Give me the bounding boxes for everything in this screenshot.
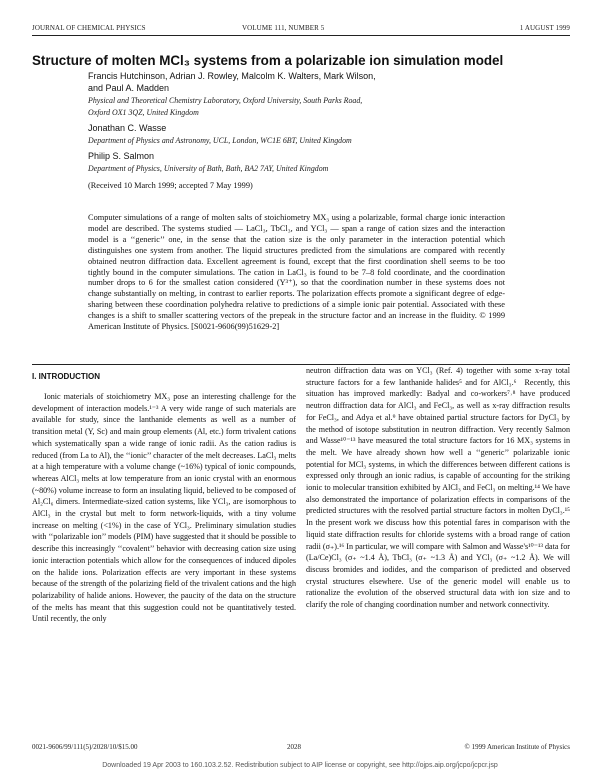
abstract: Computer simulations of a range of molten salts of stoichiometry MX₃ using a polarizable, formal charge ionic interaction model are described. The systems studied — LaCl₃, TbCl₃, and YCl₃ — span a range of cation sizes and the interaction model is a ‘‘generic’’ one, in the sense that the cation size is the only parameter in the interaction potential which distinguishes one system from another. The liquid structures predicted from the simulations are compared with recently obtained neutron diffraction data. Excellent agreement is found, except that the first coordination shell seems to be too tightly bound in the computer simulations. The cation in LaCl₃ is found to be 7–8 fold coordinate, and the coordination number drops to 6 for the smallest cation considered (Y³⁺), so that the coordination number in these systems does not change substantially on melting, in contrast to earlier reports. The polarization effects promote a significant degree of edge-sharing between these coordination polyhedra relative to predictions of a simple ionic pair potential. Associated with these changes is a shift to smaller scattering vectors of the prepeak in the structure factor and an increase in the fluidity. © 1999 American Institute of Physics. [S0021-9606(99)51629-2] <box>88 213 505 332</box>
issue-date: 1 AUGUST 1999 <box>519 24 570 32</box>
footer-issn: 0021-9606/99/111(5)/2028/10/$15.00 <box>32 743 138 751</box>
authors-group-2: Jonathan C. Wasse <box>88 123 167 133</box>
paper-title: Structure of molten MCl₃ systems from a polarizable ion simulation model <box>32 53 504 68</box>
affiliation-1: Physical and Theoretical Chemistry Laboratory, Oxford University, South Parks Road, <box>88 96 363 105</box>
affiliation-2: Department of Physics and Astronomy, UCL, London, WC1E 6BT, United Kingdom <box>88 136 352 145</box>
journal-name: JOURNAL OF CHEMICAL PHYSICS <box>32 24 146 32</box>
body-column-left: Ionic materials of stoichiometry MX₃ pose an interesting challenge for the development of interaction models.¹⁻³ A very wide range of such materials are available for study, since the lanthanide elements as well as a number of transition metal (Y, Sc) and main group elements (Al, etc.) form trivalent cations which systematically span a wide range of ionic radii. As the cation radius is reduced (from La to Al), the ‘‘ionic’’ character of the melt decreases. LaCl₃ melts at a high temperature with a volume change (~16%) typical of ionic compounds, whereas AlCl₃ melts at low temperature from an ionic crystal with an enormous (~80%) volume increase to form an insulating liquid, believed to be composed of Al₂Cl₆ dimers. Intermediate-sized cation systems, like YCl₃, are isomorphous to AlCl₃ in the crystal but melt to form network-liquids, with a tiny volume increase on melting (<1%) in the case of YCl₃. Preliminary simulation studies with ‘‘polarizable ion’’ models (PIM) have suggested that it should be possible to describe this increasingly ‘‘covalent’’ behavior with decreasing cation size using ionic interaction potentials which allow for the consequences of induced dipoles on the halide ions. Polarization effects are very important in these systems because of the strength of the polarizing field of the trivalent cations and the high polarizability of halide anions. However, the paucity of the data on the structure of the melts has meant that this suggestion could not be quantitatively tested. Until recently, the only <box>32 392 296 624</box>
body-column-right: neutron diffraction data was on YCl₃ (Ref. 4) together with some x-ray total structure factors for a few lanthanide halides⁵ and for AlCl₃.⁶ Recently, this situation has improved markedly: Badyal and co-workers⁷˒⁸ have produced neutron diffraction data for AlCl₃ and FeCl₃, as well as x-ray diffraction results for FeCl₃, and Adya et al.⁹ have obtained partial structure factors for DyCl₃ by the method of isotope substitution in neutron diffraction. Very recently Salmon and Wasse¹⁰⁻¹³ have measured the total structure factors for 16 MX₃ systems in the melt. We have already shown how well a ‘‘generic’’ polarizable ionic potential for MCl₃ systems, in which the differences between different cations is expressed only through an ionic radius, is capable of accounting for the striking ionic to molecular transition exhibited by AlCl₃ and FeCl₃ on melting.¹⁴ We have also demonstrated the importance of polarization effects in comparisons of the predicted structures with the resolved partial structure factors in molten DyCl₃.¹⁵ In the present work we discuss how this potential fares in comparison with the liquid state diffraction results for chloride systems with a broad range of cation radii (σ₊).¹⁶ In particular, we will compare with Salmon and Wasse's¹⁰⁻¹³ data for (La/Ce)Cl₃ (σ₊ ~1.4 Å), TbCl₃ (σ₊ ~1.3 Å) and YCl₃ (σ₊ ~1.2 Å). We will discuss bromides and iodides, and the comparison of predicted and observed crystal structures elsewhere. Use of the generic model will enable us to rationalize the evolution of the observed structural data with ion size and to clarify the role of changing coordination number and network connectivity. <box>306 366 570 610</box>
affiliation-3: Department of Physics, University of Bath, Bath, BA2 7AY, United Kingdom <box>88 164 329 173</box>
authors-group-1-cont: and Paul A. Madden <box>88 83 170 93</box>
received-dates: (Received 10 March 1999; accepted 7 May 1999) <box>88 181 253 190</box>
volume-number: VOLUME 111, NUMBER 5 <box>242 24 325 32</box>
footer-copyright: © 1999 American Institute of Physics <box>464 743 570 751</box>
authors-group-1: Francis Hutchinson, Adrian J. Rowley, Malcolm K. Walters, Mark Wilson, <box>88 71 376 81</box>
download-notice: Downloaded 19 Apr 2003 to 160.103.2.52. Redistribution subject to AIP license or copyright, see http://ojps.aip.org/jcpo/jcpcr.jsp <box>102 762 498 769</box>
authors-group-3: Philip S. Salmon <box>88 151 155 161</box>
header-rule <box>32 35 570 36</box>
section-heading: I. INTRODUCTION <box>32 372 100 381</box>
affiliation-1-cont: Oxford OX1 3QZ, United Kingdom <box>88 108 199 117</box>
page-number: 2028 <box>287 743 301 751</box>
